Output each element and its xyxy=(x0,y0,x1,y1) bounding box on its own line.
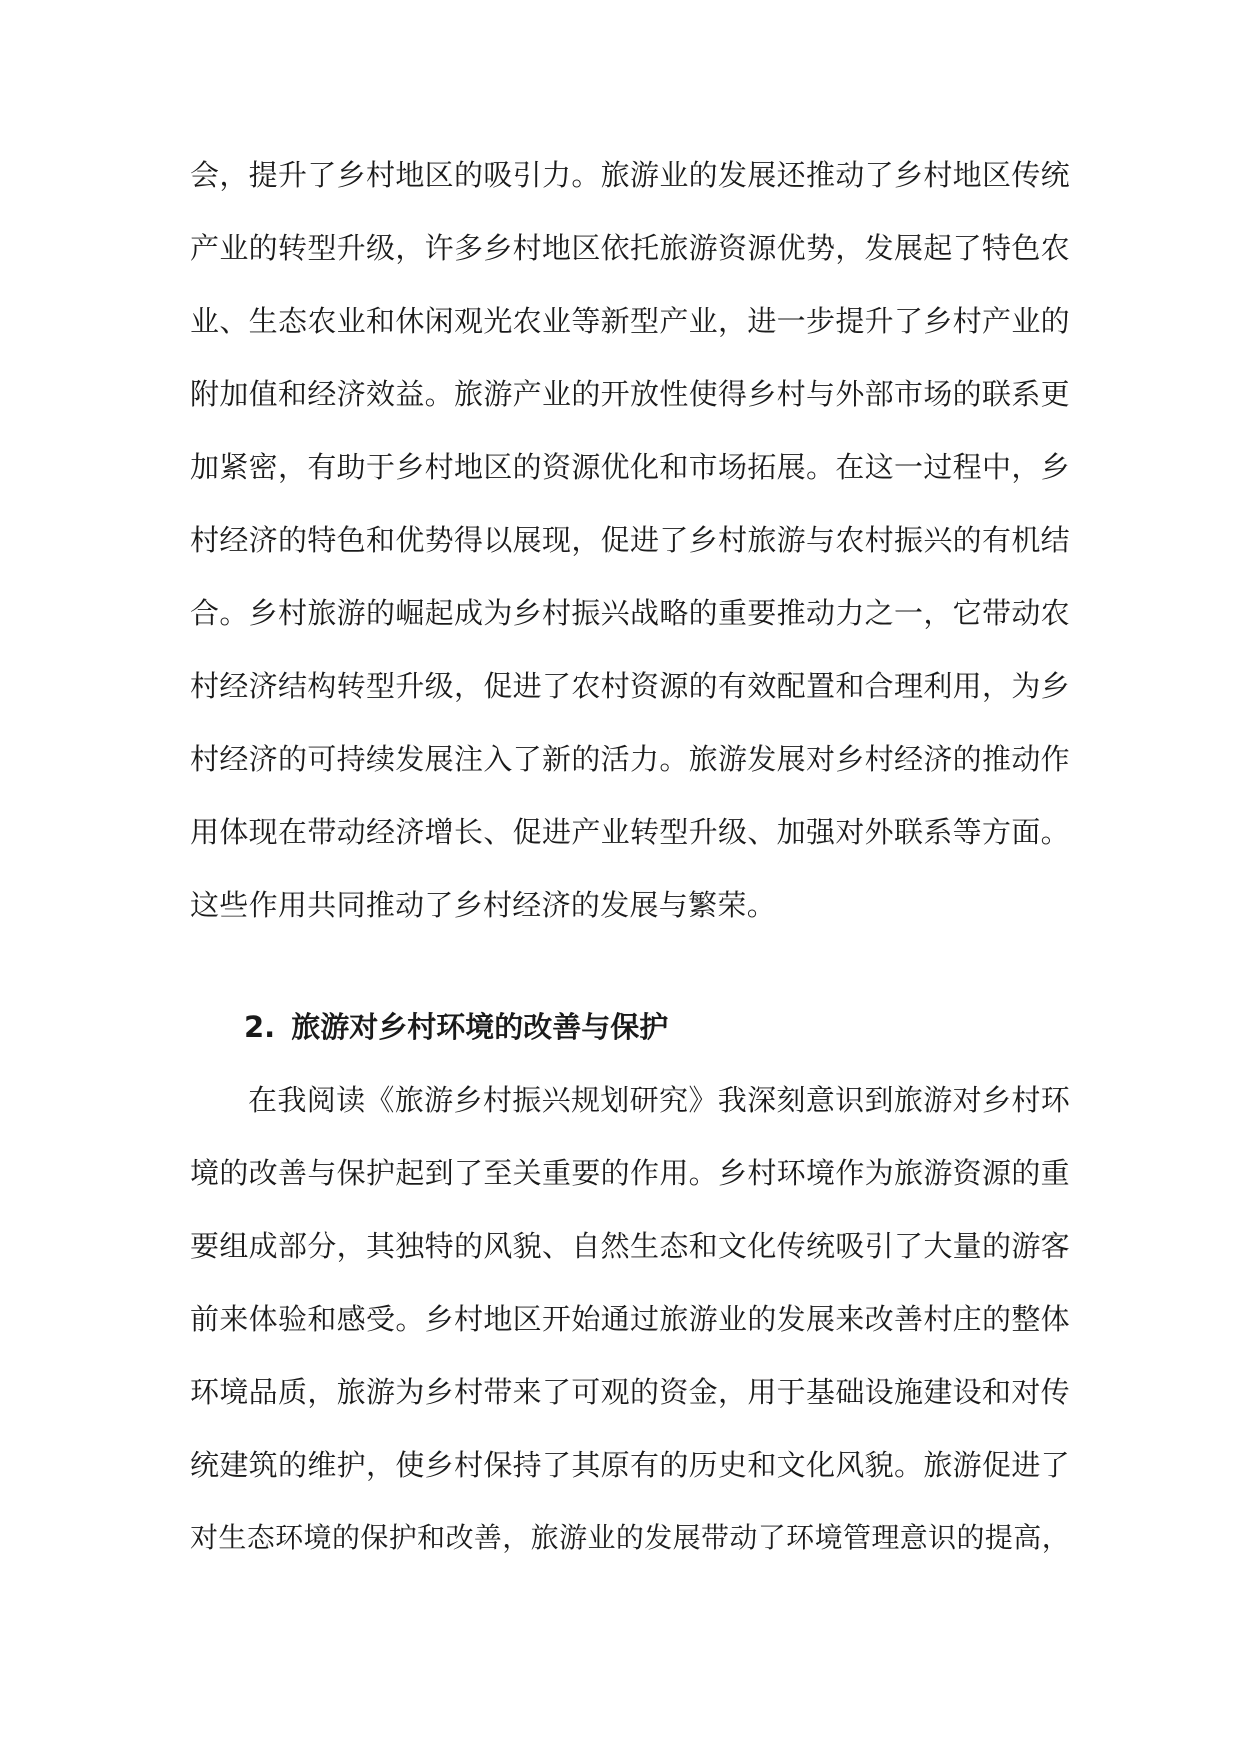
text-line: 境的改善与保护起到了至关重要的作用。乡村环境作为旅游资源的重 xyxy=(190,1156,1070,1190)
section-number: 2. xyxy=(244,1010,276,1044)
text-line: 用体现在带动经济增长、促进产业转型升级、加强对外联系等方面。 xyxy=(190,815,1070,849)
text-line: 环境品质，旅游为乡村带来了可观的资金，用于基础设施建设和对传 xyxy=(190,1375,1070,1409)
text-line: 村经济结构转型升级，促进了农村资源的有效配置和合理利用，为乡 xyxy=(190,669,1070,703)
text-line: 对生态环境的保护和改善，旅游业的发展带动了环境管理意识的提高， xyxy=(190,1521,1070,1554)
text-line: 业、生态农业和休闲观光农业等新型产业，进一步提升了乡村产业的 xyxy=(190,304,1070,338)
text-line: 合。乡村旅游的崛起成为乡村振兴战略的重要推动力之一，它带动农 xyxy=(190,596,1070,630)
text-line: 加紧密，有助于乡村地区的资源优化和市场拓展。在这一过程中，乡 xyxy=(190,450,1070,484)
text-line: 产业的转型升级，许多乡村地区依托旅游资源优势，发展起了特色农 xyxy=(190,231,1070,265)
text-line: 村经济的可持续发展注入了新的活力。旅游发展对乡村经济的推动作 xyxy=(190,742,1070,776)
text-line: 会，提升了乡村地区的吸引力。旅游业的发展还推动了乡村地区传统 xyxy=(190,158,1070,192)
text-line: 附加值和经济效益。旅游产业的开放性使得乡村与外部市场的联系更 xyxy=(190,377,1070,411)
text-line: 在我阅读《旅游乡村振兴规划研究》我深刻意识到旅游对乡村环 xyxy=(248,1083,1070,1117)
text-line: 要组成部分，其独特的风貌、自然生态和文化传统吸引了大量的游客 xyxy=(190,1229,1070,1263)
section-title: 旅游对乡村环境的改善与保护 xyxy=(291,1010,669,1044)
text-line: 统建筑的维护，使乡村保持了其原有的历史和文化风貌。旅游促进了 xyxy=(190,1448,1070,1482)
text-line: 这些作用共同推动了乡村经济的发展与繁荣。 xyxy=(190,888,777,922)
text-line: 前来体验和感受。乡村地区开始通过旅游业的发展来改善村庄的整体 xyxy=(190,1302,1070,1336)
section-heading xyxy=(244,997,668,1057)
text-line: 村经济的特色和优势得以展现，促进了乡村旅游与农村振兴的有机结 xyxy=(190,523,1070,557)
